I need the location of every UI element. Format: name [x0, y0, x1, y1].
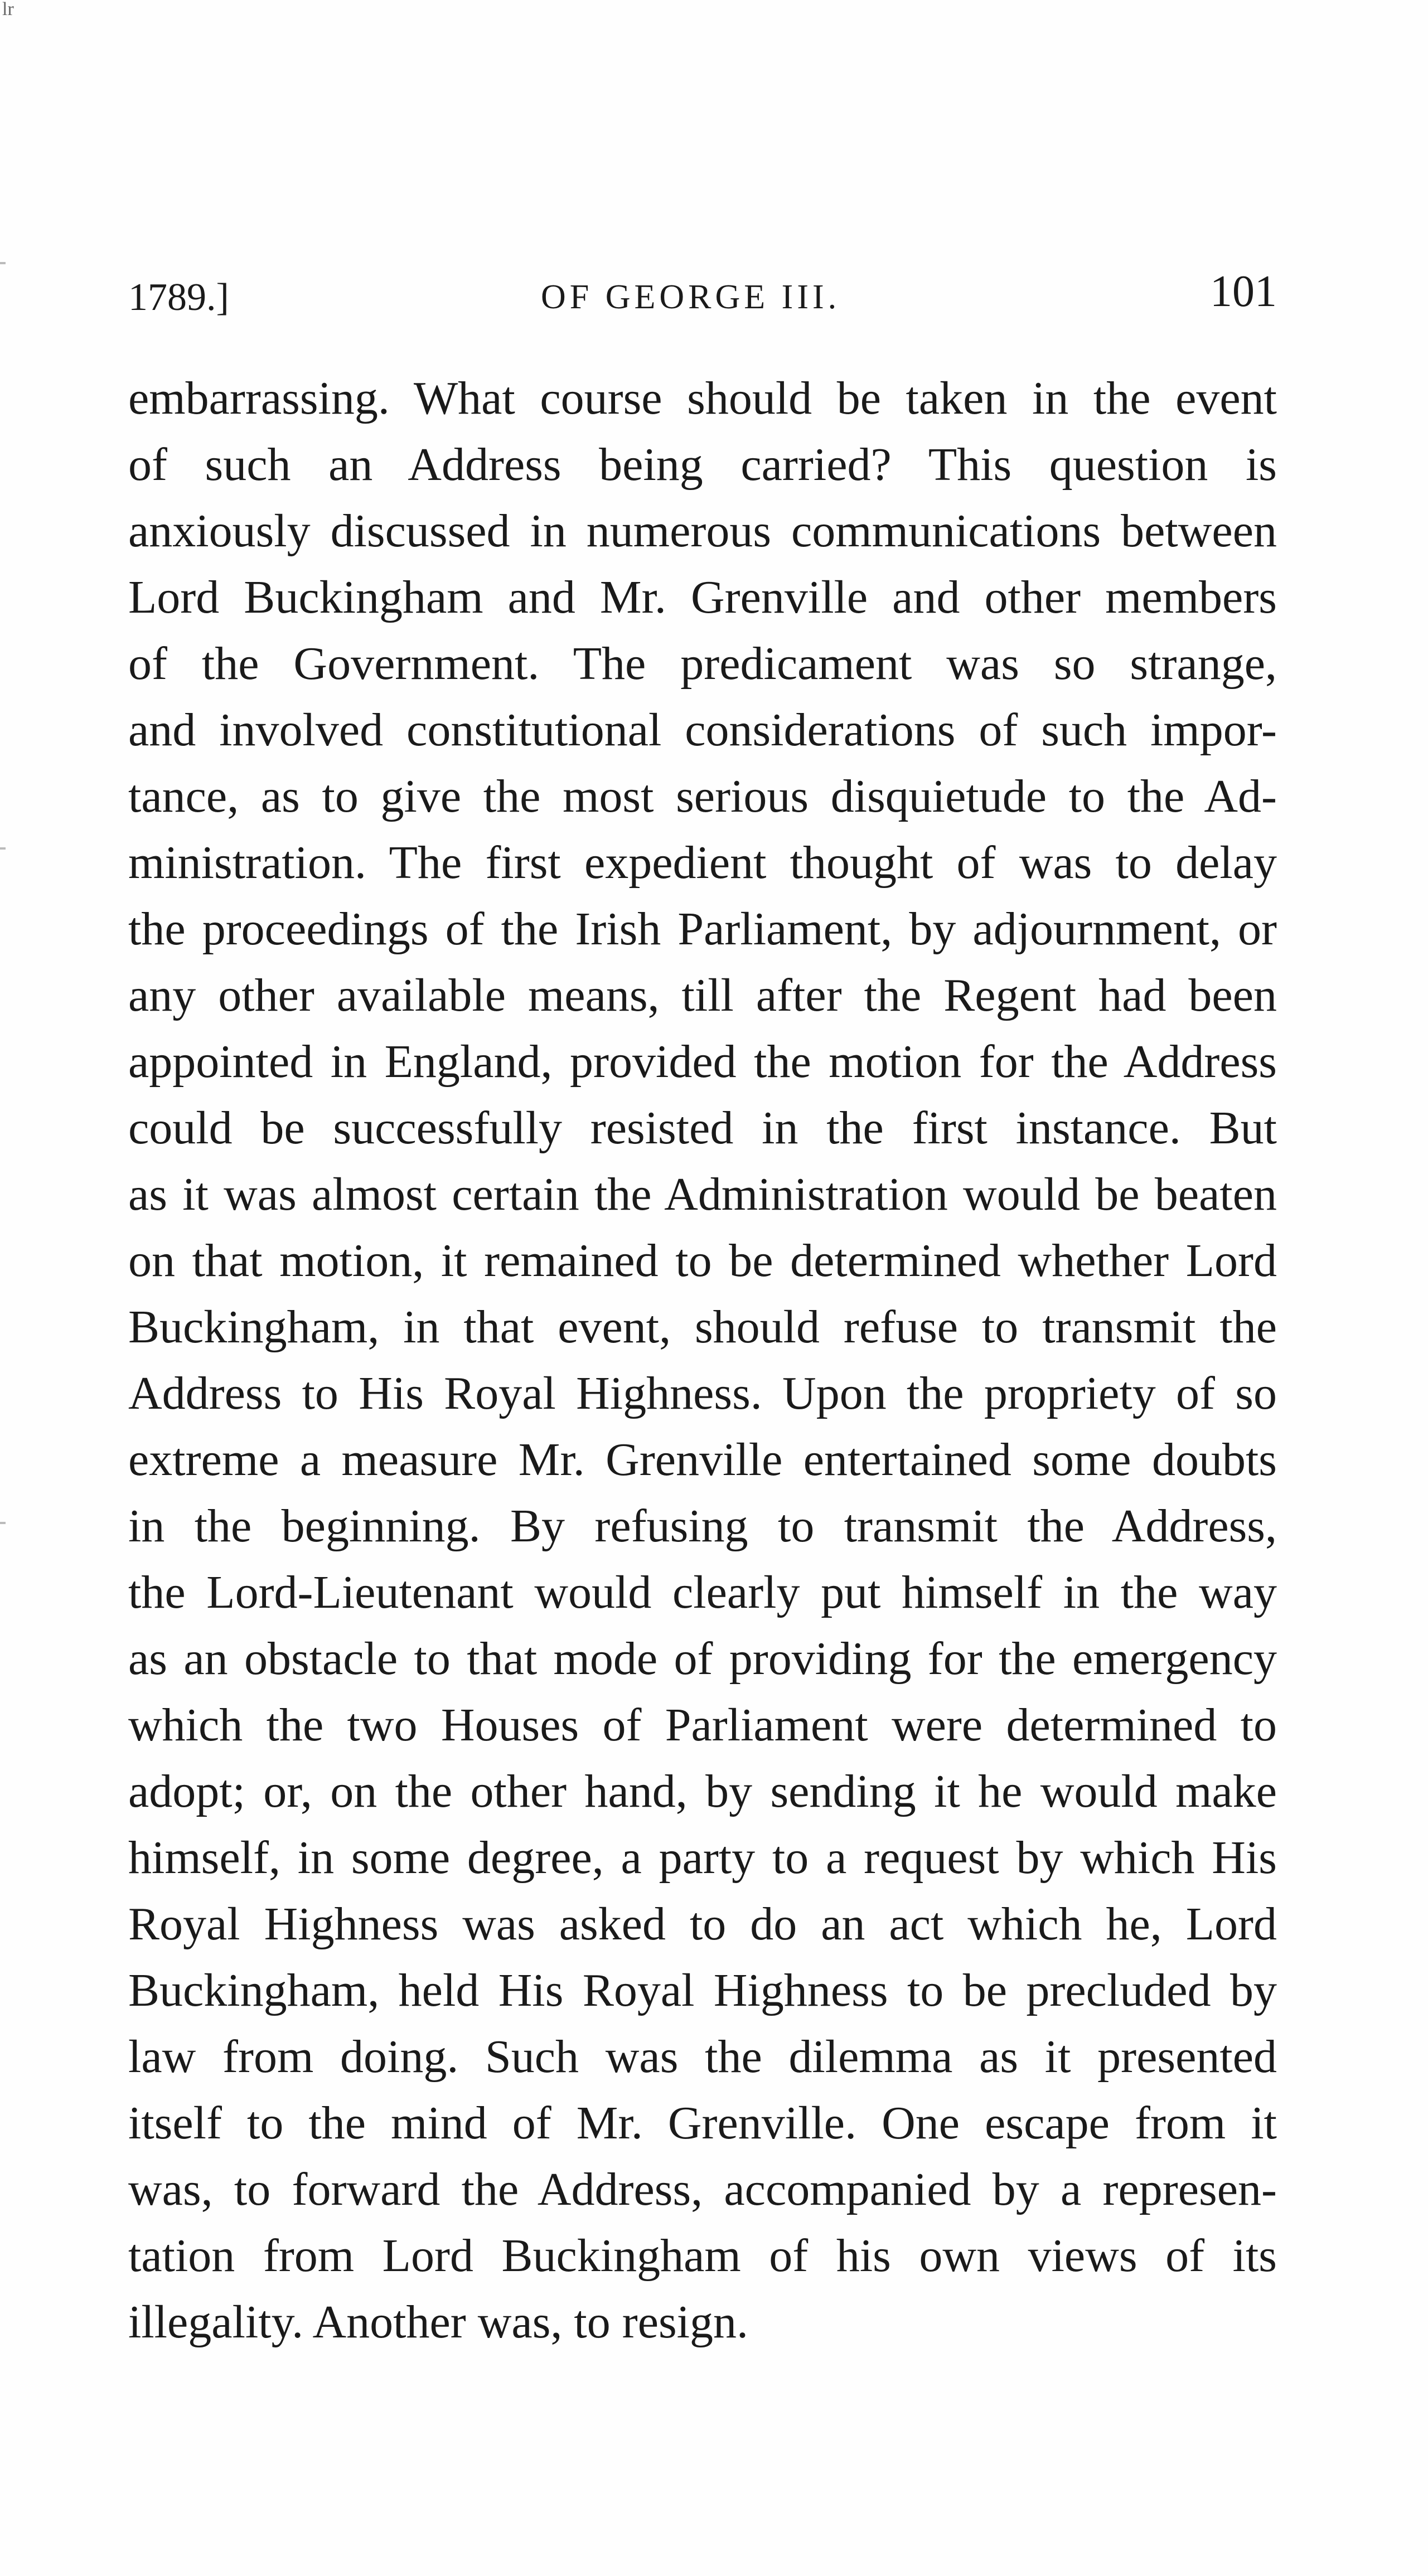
text-line: in the beginning. By refusing to transmit the Address, [128, 1500, 1277, 1552]
text-line: Royal Highness was asked to do an act which he, Lord [128, 1898, 1277, 1950]
text-line: could be successfully resisted in the first instance. But [128, 1102, 1277, 1154]
text-line: tance, as to give the most serious disquietude to the Ad- [128, 770, 1277, 822]
text-line: himself, in some degree, a party to a request by which His [128, 1832, 1277, 1884]
header-year: 1789.] [128, 276, 229, 319]
page-number: 101 [1210, 267, 1277, 316]
text-line: on that motion, it remained to be determined whether Lord [128, 1235, 1277, 1287]
text-line: Buckingham, in that event, should refuse to transmit the [128, 1301, 1277, 1353]
scan-artifact: lr [2, 0, 14, 20]
text-line: the proceedings of the Irish Parliament, by adjournment, or [128, 903, 1277, 955]
page-edge-mark [0, 847, 6, 850]
text-line: Address to His Royal Highness. Upon the propriety of so [128, 1367, 1277, 1419]
running-head [128, 266, 1277, 317]
text-line: was, to forward the Address, accompanied by a represen- [128, 2163, 1277, 2215]
body-text [128, 365, 1277, 2355]
page-edge-mark [0, 1522, 6, 1524]
text-line: the Lord-Lieutenant would clearly put himself in the way [128, 1566, 1277, 1618]
page-edge-mark [0, 262, 6, 264]
text-line: Buckingham, held His Royal Highness to be precluded by [128, 1964, 1277, 2016]
text-line: ministration. The first expedient thought of was to delay [128, 837, 1277, 889]
text-line: adopt; or, on the other hand, by sending it he would make [128, 1765, 1277, 1817]
text-line: anxiously discussed in numerous communications between [128, 505, 1277, 557]
text-line: law from doing. Such was the dilemma as it presented [128, 2031, 1277, 2083]
text-line: of the Government. The predicament was so strange, [128, 638, 1277, 690]
header-title: OF GEORGE III. [541, 278, 841, 316]
text-line: of such an Address being carried? This question is [128, 439, 1277, 491]
text-line: as an obstacle to that mode of providing for the emergency [128, 1633, 1277, 1685]
text-line-last: illegality. Another was, to resign. [128, 2296, 749, 2348]
text-line: and involved constitutional considerations of such impor- [128, 704, 1277, 756]
text-line: tation from Lord Buckingham of his own views of its [128, 2230, 1277, 2282]
text-line: any other available means, till after the Regent had been [128, 969, 1277, 1021]
text-line: embarrassing. What course should be taken in the event [128, 372, 1277, 424]
text-line: Lord Buckingham and Mr. Grenville and other members [128, 571, 1277, 623]
text-line: which the two Houses of Parliament were determined to [128, 1699, 1277, 1751]
text-line: extreme a measure Mr. Grenville entertained some doubts [128, 1434, 1277, 1486]
text-line: itself to the mind of Mr. Grenville. One escape from it [128, 2097, 1277, 2149]
text-line: appointed in England, provided the motion for the Address [128, 1036, 1277, 1088]
text-line: as it was almost certain the Administration would be beaten [128, 1168, 1277, 1220]
